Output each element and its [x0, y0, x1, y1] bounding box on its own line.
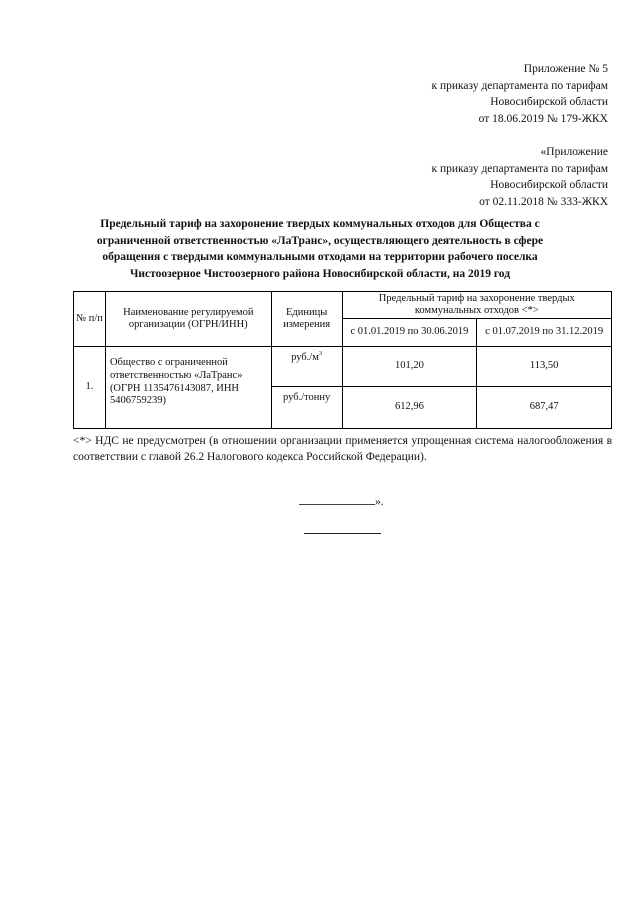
end-divider — [304, 533, 381, 534]
unit-label: руб./м — [291, 352, 319, 363]
closing-quote: ». — [375, 496, 384, 508]
header-number: № п/п — [74, 292, 106, 347]
unit-superscript: 3 — [318, 350, 323, 357]
table-header-row — [74, 292, 612, 319]
header-period-1: с 01.01.2019 по 30.06.2019 — [342, 319, 477, 347]
header-period-2: с 01.07.2019 по 31.12.2019 — [477, 319, 612, 347]
document-title: Предельный тариф на захоронение твердых коммунальных отходов для Общества с ограниченной ответственностью «ЛаТранс», осуществляющего деятельность в сфере обращения с твердыми коммунальными отходами на территории рабочего поселка Чистоозерное Чистоозерного района Новосибирской области, на 2019 год — [96, 218, 544, 280]
blank-line — [299, 494, 375, 505]
appendix-order-ref: к приказу департамента по тарифам — [431, 79, 608, 92]
table-row — [74, 347, 612, 387]
row-number: 1. — [74, 347, 106, 429]
organization-cell: Общество с ограниченной ответственностью «ЛаТранс» (ОГРН 1135476143087, ИНН 5406759239) — [105, 347, 271, 429]
appendix-title: Приложение № 5 — [523, 63, 608, 75]
footnote: <*> НДС не предусмотрен (в отношении организации применяется упрощенная система налогообложения в соответствии с главой 26.2 Налогового кодекса Российской Федерации). — [73, 435, 612, 463]
appendix-region: Новосибирской области — [490, 96, 608, 108]
appendix-order-ref: к приказу департамента по тарифам — [431, 162, 608, 175]
unit-cell: руб./тонну — [271, 387, 342, 429]
appendix-header-current — [431, 61, 608, 127]
header-tariff: Предельный тариф на захоронение твердых коммунальных отходов <*> — [342, 292, 611, 319]
header-organization: Наименование регулируемой организации (ОГРН/ИНН) — [105, 292, 271, 347]
tariff-value-cell: 687,47 — [477, 387, 612, 429]
tariff-table — [73, 291, 612, 429]
appendix-order-date: от 18.06.2019 № 179-ЖКХ — [478, 112, 608, 125]
appendix-title: «Приложение — [540, 146, 608, 158]
header-units: Единицы измерения — [271, 292, 342, 347]
appendix-header-previous — [431, 144, 608, 210]
appendix-region: Новосибирской области — [490, 179, 608, 191]
closing-mark — [299, 494, 384, 508]
unit-cell — [271, 347, 342, 387]
tariff-value-cell: 612,96 — [342, 387, 477, 429]
tariff-value-cell: 113,50 — [477, 347, 612, 387]
tariff-value-cell: 101,20 — [342, 347, 477, 387]
appendix-order-date: от 02.11.2018 № 333-ЖКХ — [479, 195, 608, 208]
